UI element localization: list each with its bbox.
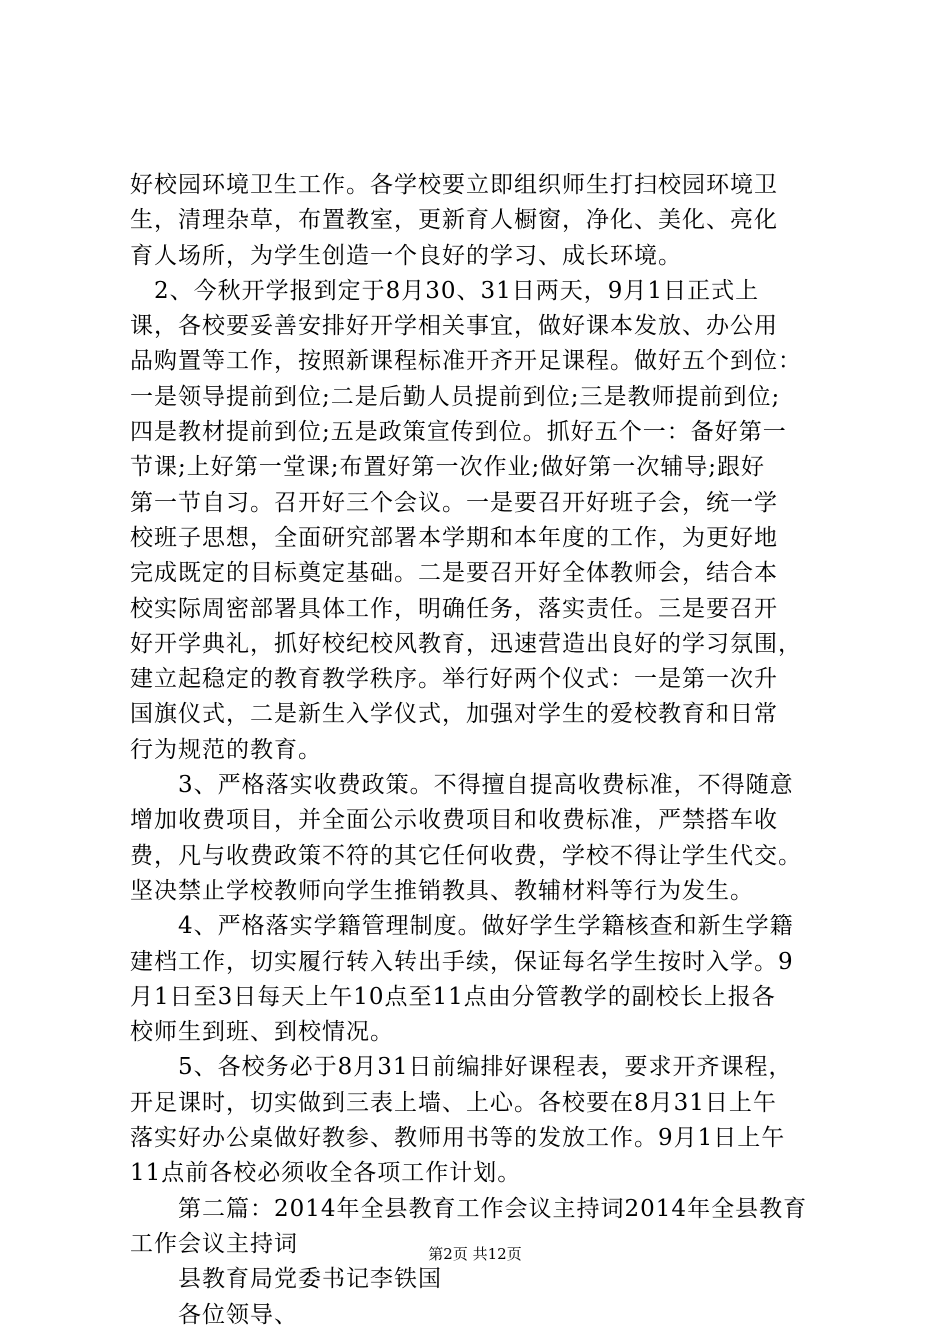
text-line: 建立起稳定的教育教学秩序。举行好两个仪式：一是第一次升: [130, 666, 778, 693]
text-line: 月1日至3日每天上午10点至11点由分管教学的副校长上报各: [130, 983, 776, 1010]
text-line: 品购置等工作，按照新课程标准开齐开足课程。做好五个到位：: [130, 348, 802, 375]
text-line: 建档工作，切实履行转入转出手续，保证每名学生按时入学。9: [130, 948, 794, 975]
text-line: 好校园环境卫生工作。各学校要立即组织师生打扫校园环境卫: [130, 172, 778, 198]
text-line: 校班子思想，全面研究部署本学期和本年度的工作，为更好地: [130, 524, 778, 551]
document-body: [130, 168, 830, 1333]
text-line: 县教育局党委书记李铁国: [130, 1266, 442, 1293]
page-footer: [0, 1244, 950, 1264]
text-line: 5、各校务必于8月31日前编排好课程表，要求开齐课程，: [130, 1054, 793, 1081]
text-line: 校实际周密部署具体工作，明确任务，落实责任。三是要召开: [130, 595, 778, 622]
text-line: 各位领导、: [130, 1301, 298, 1328]
text-line: 3、严格落实收费政策。不得擅自提高收费标准，不得随意: [130, 772, 794, 799]
text-line: 完成既定的目标奠定基础。二是要召开好全体教师会，结合本: [130, 560, 778, 587]
text-line: 节课;上好第一堂课;布置好第一次作业;做好第一次辅导;跟好: [130, 454, 765, 481]
text-line: 第二篇：2014年全县教育工作会议主持词2014年全县教育: [130, 1195, 808, 1222]
text-line: 开足课时，切实做到三表上墙、上心。各校要在8月31日上午: [130, 1089, 777, 1116]
text-line: 校师生到班、到校情况。: [130, 1019, 394, 1046]
text-line: 生，清理杂草，布置教室，更新育人橱窗，净化、美化、亮化: [130, 207, 778, 234]
text-line: 2、今秋开学报到定于8月30、31日两天，9月1日正式上: [130, 277, 760, 304]
text-line: 好开学典礼，抓好校纪校风教育，迅速营造出良好的学习氛围，: [130, 630, 802, 657]
text-line: 坚决禁止学校教师向学生推销教具、教辅材料等行为发生。: [130, 877, 754, 904]
text-line: 国旗仪式，二是新生入学仪式，加强对学生的爱校教育和日常: [130, 701, 778, 728]
text-line: 第一节自习。召开好三个会议。一是要召开好班子会，统一学: [130, 489, 778, 516]
text-line: 课，各校要妥善安排好开学相关事宜，做好课本发放、办公用: [130, 313, 778, 340]
text-line: 育人场所，为学生创造一个良好的学习、成长环境。: [130, 242, 682, 269]
text-line: 4、严格落实学籍管理制度。做好学生学籍核查和新生学籍: [130, 913, 794, 940]
text-line: 落实好办公桌做好教参、教师用书等的发放工作。9月1日上午: [130, 1125, 786, 1152]
text-line: 费，凡与收费政策不符的其它任何收费，学校不得让学生代交。: [130, 842, 802, 869]
text-line: 一是领导提前到位;二是后勤人员提前到位;三是教师提前到位;: [130, 383, 781, 410]
text-line: 工作会议主持词: [130, 1230, 298, 1257]
text-line: 行为规范的教育。: [130, 736, 322, 763]
text-line: 11点前各校必须收全各项工作计划。: [130, 1160, 522, 1187]
text-line: 增加收费项目，并全面公示收费项目和收费标准，严禁搭车收: [130, 807, 778, 834]
page-number: 第2页 共12页: [428, 1245, 522, 1263]
text-line: 四是教材提前到位;五是政策宣传到位。抓好五个一：备好第一: [130, 419, 787, 446]
